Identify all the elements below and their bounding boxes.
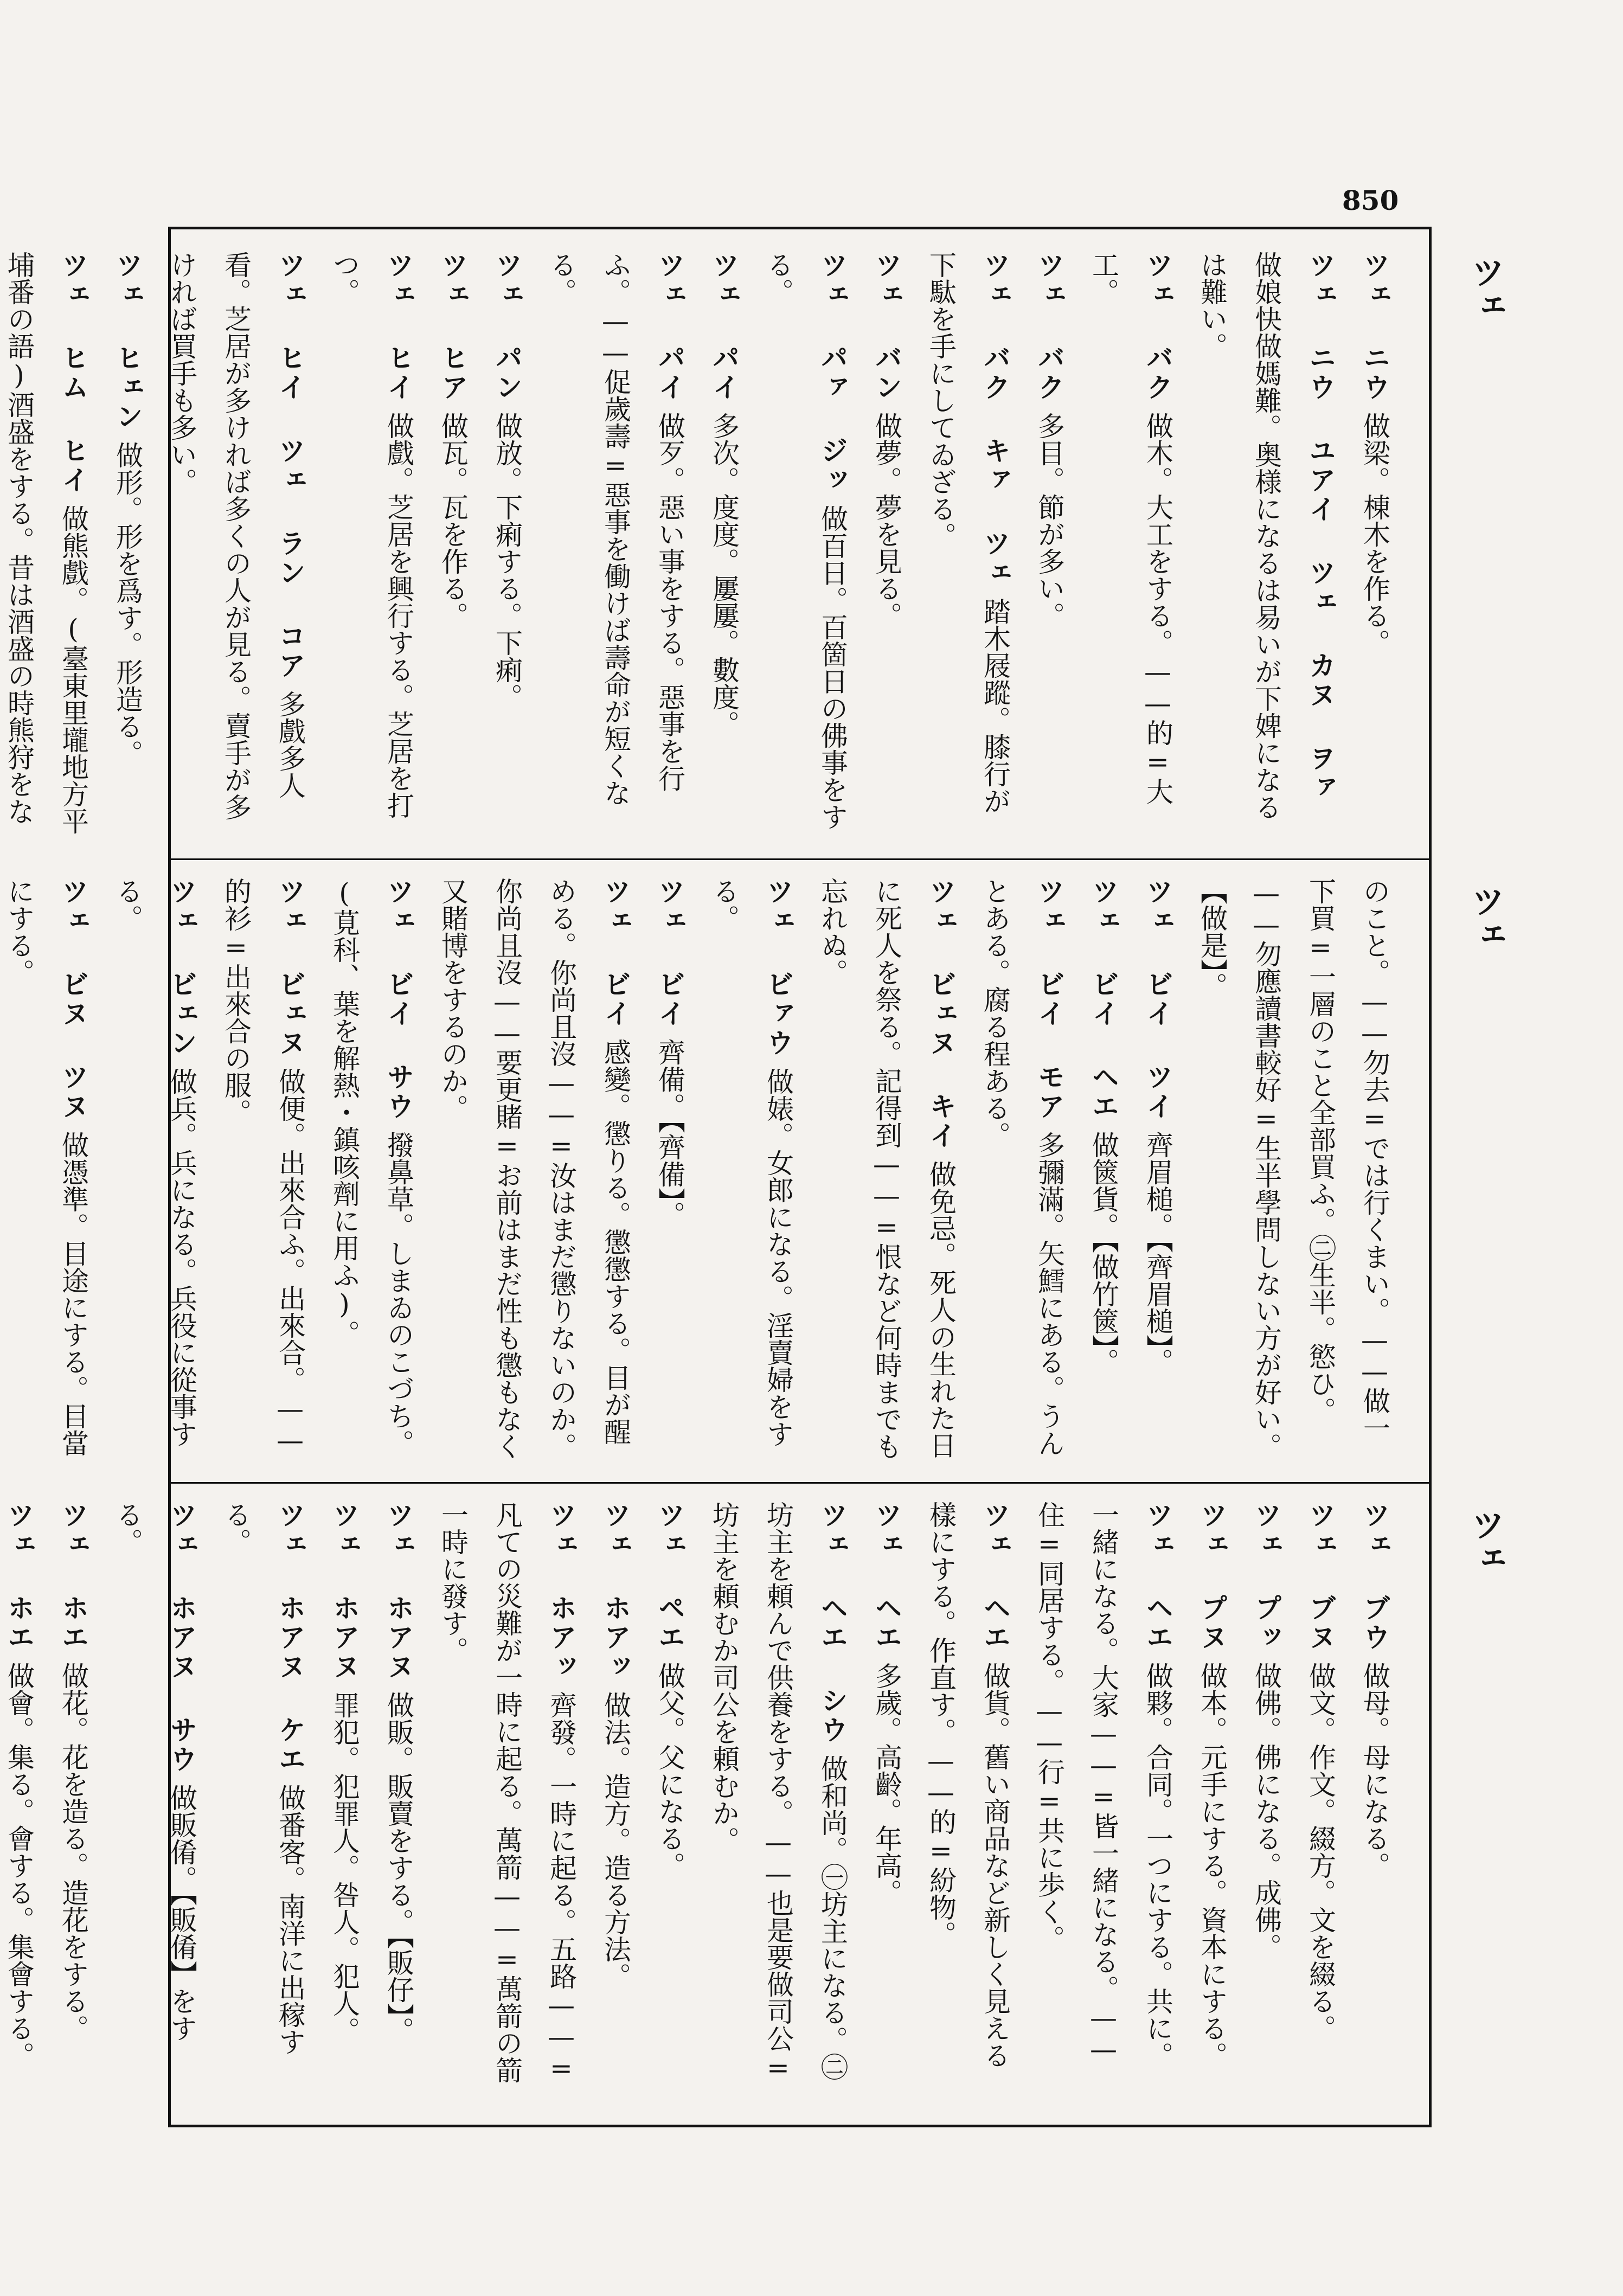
entry-definition: 做便。出來合ふ。出來合。——的衫=出來合の服。 — [220, 877, 306, 1456]
entry-definition: 做熊戲。(臺東里壠地方平埔番の語)酒盛をする。昔は酒盛の時熊狩をな — [3, 251, 89, 835]
dictionary-entry — [1076, 251, 1185, 837]
entry-reading: ツェ バク — [1142, 251, 1174, 402]
entry-reading: ツェ プヌ — [1196, 1501, 1228, 1652]
entry-reading: ツェ ニウ — [1359, 251, 1391, 402]
dictionary-entry — [697, 251, 751, 837]
entry-definition: 多目。節が多い。 — [1034, 412, 1065, 629]
entry-definition: 做花。花を造る。造花をする。 — [57, 1662, 89, 2042]
entry-reading: ツェ ヘエ — [979, 1501, 1011, 1652]
entry-definition: 做貨。舊い商品など新しく見える樣にする。作直す。——的=紛物。 — [925, 1501, 1011, 2069]
entry-reading: ツェ バク キァ ツェ — [979, 251, 1011, 588]
entry-reading: ツェ パイ — [708, 251, 740, 402]
entry-reading: ツェ パン — [491, 251, 523, 402]
dictionary-entry — [1293, 1501, 1348, 2087]
entry-reading: ツェ パイ — [654, 251, 686, 402]
entry-definition: 多戲多人看。芝居が多ければ多くの人が見る。賣手が多ければ買手も多い。 — [166, 251, 306, 820]
entry-reading: ツェ ブヌ — [1305, 1501, 1337, 1652]
entry-reading: ツェ バン — [871, 251, 903, 402]
entry-reading: ツェ ビェヌ キイ — [925, 877, 957, 1151]
entry-definition: 做母。母になる。 — [1359, 1662, 1390, 1879]
entry-reading: ツェ ビイ — [654, 877, 686, 1029]
entry-definition: 做戲。芝居を興行する。芝居を打つ。 — [329, 251, 414, 819]
entry-reading: ツェ ホアヌ — [383, 1501, 415, 1682]
entry-reading: ツェ ホエ — [57, 1501, 89, 1652]
entry-reading: ツェ ホアヌ ケエ — [274, 1501, 306, 1774]
dictionary-entry — [155, 251, 317, 837]
entry-definition: 做放。下痢する。下痢。 — [491, 412, 523, 710]
entry-definition: 做會。集る。會する。集會する。 — [3, 1662, 35, 2069]
entry-definition: 罪犯。犯罪人。咎人。犯人。 — [329, 1691, 360, 2044]
entry-reading: ツェ ヒイ ツェ ラン コア — [274, 251, 306, 681]
entry-reading: ツェ ビイ サウ — [383, 877, 415, 1121]
entry-definition: 做父。父になる。 — [654, 1662, 685, 1879]
dictionary-entry — [697, 1501, 859, 2087]
dictionary-entry — [1022, 251, 1076, 837]
dictionary-entry — [46, 1501, 100, 2087]
entry-reading: ツェ ヒイ — [383, 251, 415, 402]
dictionary-entry — [914, 1501, 1022, 2087]
entry-reading: ツェ ビェン — [166, 877, 198, 1058]
entry-definition: 做佛。佛になる。成佛。 — [1250, 1662, 1282, 1960]
entry-reading: ツェ ヘエ — [1142, 1501, 1174, 1652]
dictionary-entry — [371, 1501, 426, 2087]
dictionary-entry — [100, 1501, 209, 2087]
dictionary-entry — [914, 251, 1022, 837]
entry-definition: 踏木屐蹤。膝行が下駄を手にしてゐざる。 — [925, 251, 1011, 814]
dictionary-entry — [0, 251, 100, 837]
entry-definition: 做篋貨。【做竹篋】。 — [1088, 1131, 1119, 1375]
dictionary-entry — [643, 1501, 697, 2087]
entry-reading: ツェ ヒア — [437, 251, 469, 402]
side-label-top: ツェ — [1466, 255, 1505, 322]
dictionary-entry — [209, 877, 317, 1463]
entry-reading: ツェ ビイ — [600, 877, 632, 1029]
dictionary-entry — [859, 1501, 914, 2087]
entry-definition: 做夢。夢を見る。 — [871, 412, 902, 629]
entry-definition: 做梁。棟木を作る。 — [1359, 412, 1390, 656]
entry-reading: ツェ プッ — [1250, 1501, 1282, 1652]
dictionary-entry — [1022, 1501, 1185, 2087]
entry-definition: 做番客。南洋に出稼する。 — [220, 1501, 306, 2055]
dictionary-entry — [1239, 1501, 1293, 2087]
dictionary-entry — [751, 251, 859, 837]
entry-reading: ツェ ビェヌ — [274, 877, 306, 1058]
dictionary-entry — [805, 877, 968, 1463]
entry-reading: ツェ ビイ モア — [1034, 877, 1066, 1121]
entry-reading: ツェ ビァウ — [762, 877, 794, 1058]
dictionary-entry — [859, 251, 914, 837]
entry-reading: ツェ ヘエ シウ — [817, 1501, 849, 1745]
side-label-bottom: ツェ — [1466, 1508, 1505, 1575]
dictionary-entry — [697, 877, 805, 1463]
dictionary-entry — [317, 251, 426, 837]
entry-reading: ツェ ニウ ユアイ ツェ カヌ ヲァ — [1305, 251, 1337, 803]
entry-reading: ツェ ヒェン — [112, 251, 144, 432]
dictionary-frame — [3, 227, 1432, 2127]
dictionary-entry — [317, 877, 426, 1463]
entry-definition: 多歲。高齡。年高。 — [871, 1662, 902, 1906]
dictionary-entry — [1185, 877, 1402, 1463]
tier-divider — [171, 858, 1429, 860]
entry-definition: 做販倄。【販倄】をする。 — [112, 1501, 197, 2042]
entry-definition: 做瓦。瓦を作る。 — [437, 412, 469, 629]
dictionary-entry — [1185, 251, 1348, 837]
entry-definition: 做兵。兵になる。兵役に從事する。 — [112, 877, 197, 1447]
entry-definition: のこと。——勿去=では行くまい。——做一下買=一層のこと全部買ふ。㊁生半。慾ひ。——勿應讀書較好=生半學問しない方が好い。【做是】。 — [1196, 877, 1390, 1460]
dictionary-entry — [426, 1501, 588, 2087]
tier-bottom — [3, 1501, 1402, 2087]
entry-reading: ツェ ヘエ — [871, 1501, 903, 1652]
dictionary-entry — [1348, 1501, 1402, 2087]
entry-reading: ツェ ビヌ ツヌ — [57, 877, 89, 1121]
entry-reading: ツェ ビイ ツイ — [1142, 877, 1174, 1121]
dictionary-entry — [426, 877, 643, 1463]
dictionary-entry — [968, 877, 1076, 1463]
dictionary-entry — [480, 251, 534, 837]
entry-definition: 做法。造方。造る方法。 — [600, 1691, 631, 1990]
entry-definition: 做形。形を爲す。形造る。 — [112, 441, 143, 767]
entry-reading: ツェ ペエ — [654, 1501, 686, 1652]
dictionary-entry — [588, 1501, 643, 2087]
dictionary-entry — [209, 1501, 317, 2087]
entry-definition: 做文。作文。綴方。文を綴る。 — [1305, 1662, 1336, 2042]
entry-reading: ツェ ホアヌ — [329, 1501, 361, 1682]
entry-definition: 齊眉槌。【齊眉槌】。 — [1142, 1131, 1173, 1375]
entry-reading: ツェ ホアッ — [600, 1501, 632, 1682]
entry-definition: 齊備。【齊備】。 — [654, 1038, 685, 1228]
entry-definition: 感變。懲りる。懲懲する。目が醒める。你尚且沒——=汝はまだ懲りないのか。你尚且沒——要更賭=お前はまだ性も懲もなく又賭博をするのか。 — [437, 877, 631, 1460]
dictionary-entry — [534, 251, 697, 837]
entry-reading: ツェ バク — [1034, 251, 1066, 402]
tier-top — [3, 251, 1402, 837]
entry-definition: 做免忌。死人の生れた日に死人を祭る。記得到——=恨など何時までも忘れぬ。 — [817, 877, 957, 1460]
entry-reading: ツェ パァ ジッ — [817, 251, 849, 495]
entry-definition: 做本。元手にする。資本にする。 — [1196, 1662, 1228, 2069]
entry-definition: 多次。度度。屢屢。數度。 — [708, 412, 740, 737]
entry-definition: 做娘快做媽難。奥様になるは易いが下婢になるは難い。 — [1196, 251, 1282, 820]
tier-divider — [171, 1482, 1429, 1484]
entry-definition: 做和尚。㊀坊主になる。㊁坊主を頼んで供養をする。——也是要做司公=坊主を頼むか司公を頼むか。 — [708, 1501, 848, 2083]
dictionary-entry — [426, 251, 480, 837]
dictionary-entry — [643, 877, 697, 1463]
entry-definition: 做販。販賣をする。【販仔】。 — [383, 1691, 414, 2044]
entry-reading: ツェ ホアッ — [546, 1501, 578, 1682]
dictionary-entry — [1131, 877, 1185, 1463]
entry-definition: 做憑準。目途にする。目當にする。 — [3, 877, 89, 1457]
dictionary-entry — [0, 1501, 46, 2087]
entry-reading: ツェ ホアヌ サウ — [166, 1501, 198, 1774]
dictionary-entry — [100, 251, 155, 837]
entry-reading: ツェ ブウ — [1359, 1501, 1391, 1652]
side-label-middle: ツェ — [1466, 884, 1505, 951]
dictionary-entry — [1076, 877, 1131, 1463]
page-number: 850 — [1342, 184, 1399, 216]
dictionary-entry — [0, 877, 100, 1463]
entry-definition: 做百日。百箇日の佛事をする。 — [762, 251, 848, 830]
tier-middle — [3, 877, 1402, 1463]
dictionary-entry — [317, 1501, 371, 2087]
entry-definition: 做夥。合同。一つにする。共に。一緒になる。大家——=皆一緒になる。——住=同居する。——行=共に歩く。 — [1034, 1501, 1173, 2069]
dictionary-entry — [1348, 251, 1402, 837]
entry-reading: ツェ ビイ ヘエ — [1088, 877, 1120, 1121]
entry-definition: 齊發。一時に起る。五路——=凡ての災難が一時に起る。萬箭——=萬箭の箭一時に發す。 — [437, 1501, 577, 2084]
entry-definition: 做婊。女郎になる。淫賣婦をする。 — [708, 877, 794, 1447]
dictionary-entry — [100, 877, 209, 1463]
entry-definition: 做歹。惡い事をする。惡事を行ふ。——促歲壽=惡事を働けば壽命が短くなる。 — [546, 251, 685, 806]
dictionary-entry — [1185, 1501, 1239, 2087]
entry-reading: ツェ ヒム ヒイ — [57, 251, 89, 495]
entry-definition: 多彌滿。矢鱈にある。うんとある。腐る程ある。 — [979, 877, 1065, 1457]
entry-reading: ツェ ホエ — [3, 1501, 35, 1652]
entry-definition: 做木。大工をする。——的=大工。 — [1088, 251, 1173, 805]
entry-definition: 撥鼻草。しまゐのこづち。(莧科、葉を解熱・鎮咳劑に用ふ)。 — [329, 877, 414, 1457]
